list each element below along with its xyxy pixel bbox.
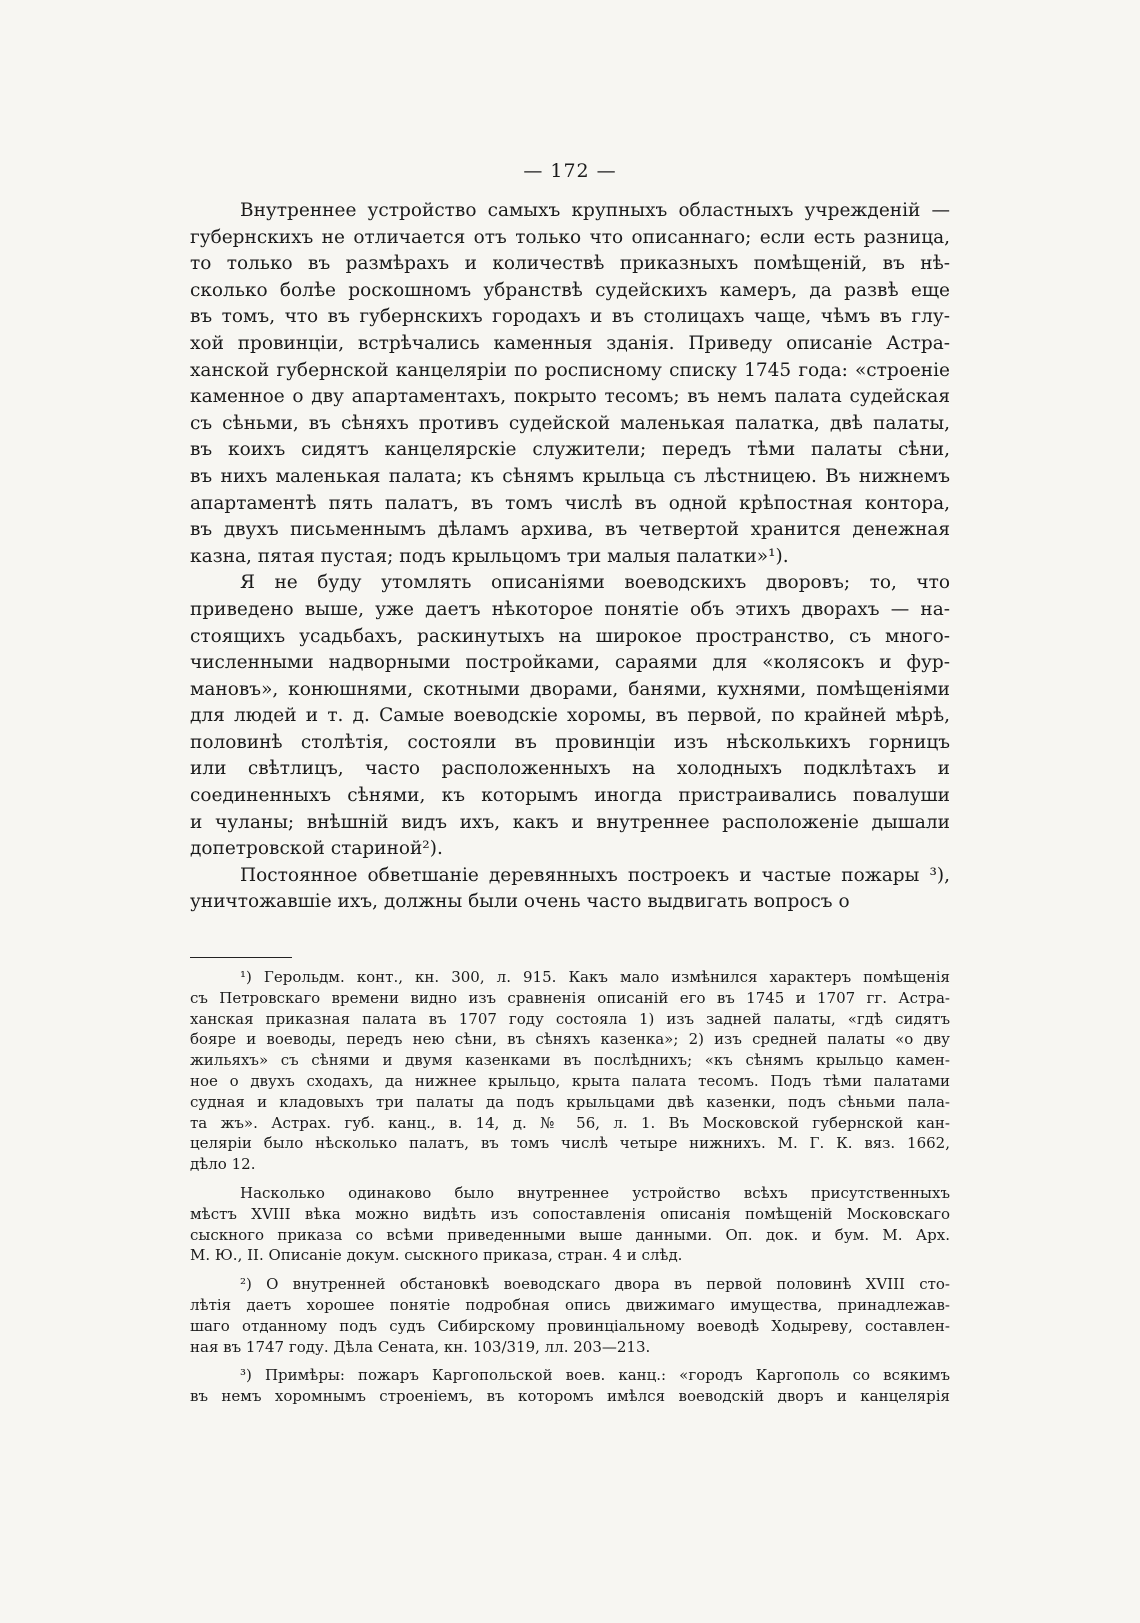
text-line: то только въ размѣрахъ и количествѣ приказныхъ помѣщеній, въ нѣ- bbox=[190, 253, 950, 275]
paragraph bbox=[190, 863, 950, 916]
footnote-line: ная въ 1747 году. Дѣла Сената, кн. 103/319, лл. 203—213. bbox=[190, 1337, 651, 1356]
text-line: Я не буду утомлять описаніями воеводскихъ дворовъ; то, что bbox=[240, 572, 950, 594]
footnote-line: ное о двухъ сходахъ, да нижнее крыльцо, крыта палата тесомъ. Подъ тѣми палатами bbox=[190, 1071, 950, 1090]
footnote bbox=[190, 1183, 950, 1266]
text-line: съ сѣньми, въ сѣняхъ противъ судейской маленькая палатка, двѣ палаты, bbox=[190, 412, 950, 434]
footnote-gap bbox=[190, 1357, 950, 1365]
footnote-line: та жъ». Астрах. губ. канц., в. 14, д. № 56, л. 1. Въ Московской губернской кан- bbox=[190, 1113, 950, 1132]
footnote-line: мѣстъ XVIII вѣка можно видѣть изъ сопоставленія описанія помѣщеній Московскаго bbox=[190, 1204, 950, 1223]
text-line: Постоянное обветшаніе деревянныхъ построекъ и частые пожары ³), bbox=[240, 864, 950, 886]
page-number: — 172 — bbox=[523, 160, 617, 182]
paragraph bbox=[190, 570, 950, 863]
footnote-line: дѣло 12. bbox=[190, 1155, 256, 1174]
text-line: каменное о дву апартаментахъ, покрыто тесомъ; въ немъ палата судейская bbox=[190, 386, 950, 408]
text-line: казна, пятая пустая; подъ крыльцомъ три малыя палатки»¹). bbox=[190, 545, 789, 567]
text-line: апартаментѣ пять палатъ, въ томъ числѣ въ одной крѣпостная контора, bbox=[190, 492, 950, 514]
text-line: половинѣ столѣтія, состояли въ провинціи изъ нѣсколькихъ горницъ bbox=[190, 731, 950, 753]
text-line: или свѣтлицъ, часто расположенныхъ на холодныхъ подклѣтахъ и bbox=[190, 758, 950, 780]
footnote-line: лѣтія даетъ хорошее понятіе подробная опись движимаго имущества, принадлежав- bbox=[190, 1295, 950, 1314]
text-line: Внутреннее устройство самыхъ крупныхъ областныхъ учрежденій — bbox=[240, 200, 950, 221]
footnote-line: съ Петровскаго времени видно изъ сравненія описаній его въ 1745 и 1707 гг. Астра- bbox=[190, 988, 950, 1007]
text-line: сколько болѣе роскошномъ убранствѣ судейскихъ камеръ, да развѣ еще bbox=[190, 279, 950, 301]
text-line: въ двухъ письменнымъ дѣламъ архива, въ четвертой хранится денежная bbox=[190, 519, 950, 541]
text-line: допетровской стариной²). bbox=[190, 838, 443, 860]
text-line: численными надворными постройками, сараями для «колясокъ и фур- bbox=[190, 652, 950, 674]
text-line: мановъ», конюшнями, скотными дворами, банями, кухнями, помѣщеніями bbox=[190, 678, 950, 700]
text-line: соединенныхъ сѣнями, къ которымъ иногда пристраивались повалуши bbox=[190, 785, 950, 807]
text-line: въ коихъ сидятъ канцелярскіе служители; передъ тѣми палаты сѣни, bbox=[190, 439, 950, 461]
footnote-line: судная и кладовыхъ три палаты да подъ крыльцами двѣ казенки, подъ сѣньми пала- bbox=[190, 1092, 950, 1111]
footnote-line: ханская приказная палата въ 1707 году состояла 1) изъ задней палаты, «гдѣ сидятъ bbox=[190, 1009, 950, 1028]
text-line: для людей и т. д. Самые воеводскіе хоромы, въ первой, по крайней мѣрѣ, bbox=[190, 705, 950, 727]
text-line: ханской губернской канцеляріи по росписному списку 1745 года: «строеніе bbox=[190, 359, 950, 381]
footnote bbox=[190, 1365, 950, 1407]
text-line: въ томъ, что въ губернскихъ городахъ и въ столицахъ чаще, чѣмъ въ глу- bbox=[190, 306, 950, 328]
main-text bbox=[190, 198, 950, 916]
footnote-line: ²) О внутренней обстановкѣ воеводскаго двора въ первой половинѣ XVIII сто- bbox=[240, 1275, 950, 1294]
text-line: и чуланы; внѣшній видъ ихъ, какъ и внутреннее расположеніе дышали bbox=[190, 811, 950, 833]
footnote-line: ³) Примѣры: пожаръ Каргопольской воев. канц.: «городъ Каргополь со всякимъ bbox=[240, 1366, 950, 1385]
footnote-line: Насколько одинаково было внутреннее устройство всѣхъ присутственныхъ bbox=[240, 1183, 950, 1202]
text-line: приведено выше, уже даетъ нѣкоторое понятіе объ этихъ дворахъ — на- bbox=[190, 598, 950, 620]
footnote-line: въ немъ хоромнымъ строеніемъ, въ которомъ имѣлся воеводскій дворъ и канцелярія bbox=[190, 1387, 950, 1406]
footnote-gap bbox=[190, 1266, 950, 1274]
footnote-line: М. Ю., II. Описаніе докум. сыскного приказа, стран. 4 и слѣд. bbox=[190, 1246, 683, 1265]
footnote-gap bbox=[190, 1175, 950, 1183]
text-line: въ нихъ маленькая палата; къ сѣнямъ крыльца съ лѣстницею. Въ нижнемъ bbox=[190, 465, 950, 487]
text-line: стоящихъ усадьбахъ, раскинутыхъ на широкое пространство, съ много- bbox=[190, 625, 950, 647]
footnote-line: бояре и воеводы, передъ нею сѣни, въ сѣняхъ казенка»; 2) изъ средней палаты «о дву bbox=[190, 1030, 950, 1049]
footnote-line: сыскного приказа со всѣми приведенными выше данными. Оп. док. и бум. М. Арх. bbox=[190, 1225, 950, 1244]
footnote-line: шаго отданному подъ судъ Сибирскому провинціальному воеводѣ Ходыреву, составлен- bbox=[190, 1316, 950, 1335]
text-line: уничтожавшіе ихъ, должны были очень часто выдвигать вопросъ о bbox=[190, 891, 850, 913]
footnote bbox=[190, 967, 950, 1175]
footnote-line: целяріи было нѣсколько палатъ, въ томъ числѣ четыре нижнихъ. М. Г. К. вяз. 1662, bbox=[190, 1134, 950, 1153]
text-line: хой провинціи, встрѣчались каменныя зданія. Приведу описаніе Астра- bbox=[190, 332, 950, 354]
footnote-line: жильяхъ» съ сѣнями и двумя казенками въ послѣднихъ; «къ сѣнямъ крыльцо камен- bbox=[190, 1051, 950, 1070]
footnote bbox=[190, 1274, 950, 1357]
paragraph bbox=[190, 198, 950, 570]
footnote-line: ¹) Герольдм. конт., кн. 300, л. 915. Какъ мало измѣнился характеръ помѣщенія bbox=[240, 968, 950, 986]
footnote-divider bbox=[190, 957, 292, 958]
text-line: губернскихъ не отличается отъ только что описаннаго; если есть разница, bbox=[190, 226, 950, 248]
footnotes bbox=[190, 967, 950, 1407]
